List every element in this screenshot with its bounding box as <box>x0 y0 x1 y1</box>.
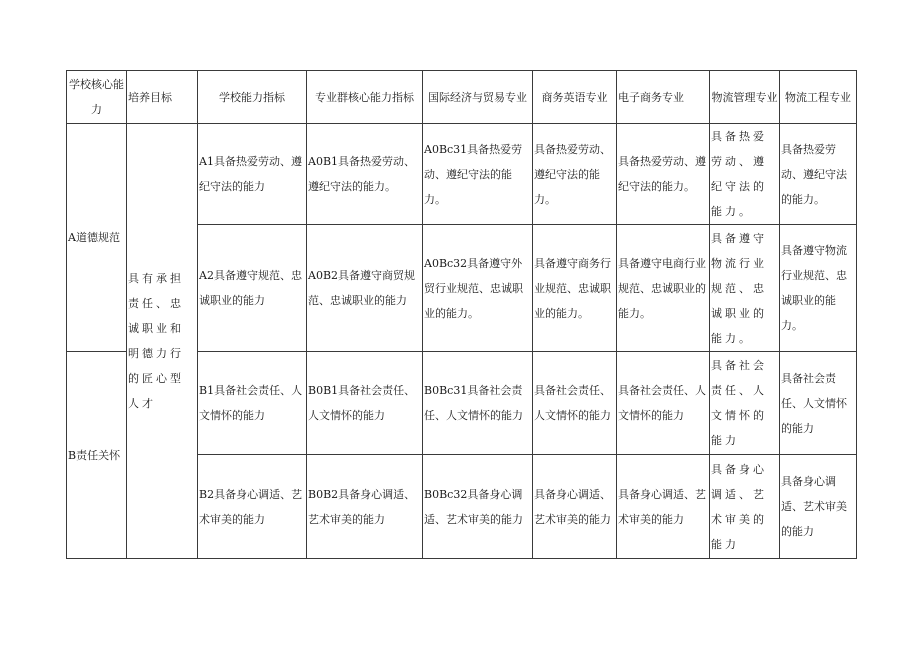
core-ability-a: A道德规范 <box>67 124 127 352</box>
ecommerce-cell: 具备身心调适、艺术审美的能力 <box>617 455 710 559</box>
indicator-cell: A2具备遵守规范、忠诚职业的能力 <box>198 225 307 352</box>
ecommerce-cell: 具备热爱劳动、遵纪守法的能力。 <box>617 124 710 225</box>
trade-cell: B0Bc31具备社会责任、人文情怀的能力 <box>423 352 533 455</box>
english-cell: 具备身心调适、艺术审美的能力 <box>533 455 617 559</box>
logistics-eng-cell: 具备热爱劳动、遵纪守法的能力。 <box>780 124 857 225</box>
english-cell: 具备热爱劳动、遵纪守法的能力。 <box>533 124 617 225</box>
header-english-major: 商务英语专业 <box>533 71 617 124</box>
training-goal-cell: 具有承担责任、忠诚职业和明德力行的匠心型人才 <box>127 124 198 559</box>
header-trade-major: 国际经济与贸易专业 <box>423 71 533 124</box>
group-core-cell: B0B1具备社会责任、人文情怀的能力 <box>307 352 423 455</box>
header-logistics-eng-major: 物流工程专业 <box>780 71 857 124</box>
english-cell: 具备遵守商务行业规范、忠诚职业的能力。 <box>533 225 617 352</box>
header-school-indicator: 学校能力指标 <box>198 71 307 124</box>
header-ecommerce-major: 电子商务专业 <box>617 71 710 124</box>
indicator-cell: B2具备身心调适、艺术审美的能力 <box>198 455 307 559</box>
ability-matrix-table <box>66 70 857 559</box>
header-group-core-indicator: 专业群核心能力指标 <box>307 71 423 124</box>
logistics-mgmt-cell: 具备身心调适、艺术审美的能力 <box>710 455 780 559</box>
group-core-cell: A0B1具备热爱劳动、遵纪守法的能力。 <box>307 124 423 225</box>
logistics-mgmt-cell: 具备社会责任、人文情怀的能力 <box>710 352 780 455</box>
logistics-mgmt-cell: 具备热爱劳动、遵纪守法的能力。 <box>710 124 780 225</box>
indicator-cell: B1具备社会责任、人文情怀的能力 <box>198 352 307 455</box>
group-core-cell: A0B2具备遵守商贸规范、忠诚职业的能力 <box>307 225 423 352</box>
indicator-cell: A1具备热爱劳动、遵纪守法的能力 <box>198 124 307 225</box>
ecommerce-cell: 具备遵守电商行业规范、忠诚职业的能力。 <box>617 225 710 352</box>
trade-cell: A0Bc31具备热爱劳动、遵纪守法的能力。 <box>423 124 533 225</box>
trade-cell: B0Bc32具备身心调适、艺术审美的能力 <box>423 455 533 559</box>
header-row <box>67 71 857 124</box>
logistics-eng-cell: 具备社会责任、人文情怀的能力 <box>780 352 857 455</box>
logistics-eng-cell: 具备身心调适、艺术审美的能力 <box>780 455 857 559</box>
table-row <box>67 124 857 225</box>
core-ability-b: B责任关怀 <box>67 352 127 559</box>
group-core-cell: B0B2具备身心调适、艺术审美的能力 <box>307 455 423 559</box>
header-training-goal: 培养目标 <box>127 71 198 124</box>
trade-cell: A0Bc32具备遵守外贸行业规范、忠诚职业的能力。 <box>423 225 533 352</box>
logistics-mgmt-cell: 具备遵守物流行业规范、忠诚职业的能力。 <box>710 225 780 352</box>
header-core-ability: 学校核心能力 <box>67 71 127 124</box>
english-cell: 具备社会责任、人文情怀的能力 <box>533 352 617 455</box>
logistics-eng-cell: 具备遵守物流行业规范、忠诚职业的能力。 <box>780 225 857 352</box>
header-logistics-mgmt-major: 物流管理专业 <box>710 71 780 124</box>
ecommerce-cell: 具备社会责任、人文情怀的能力 <box>617 352 710 455</box>
